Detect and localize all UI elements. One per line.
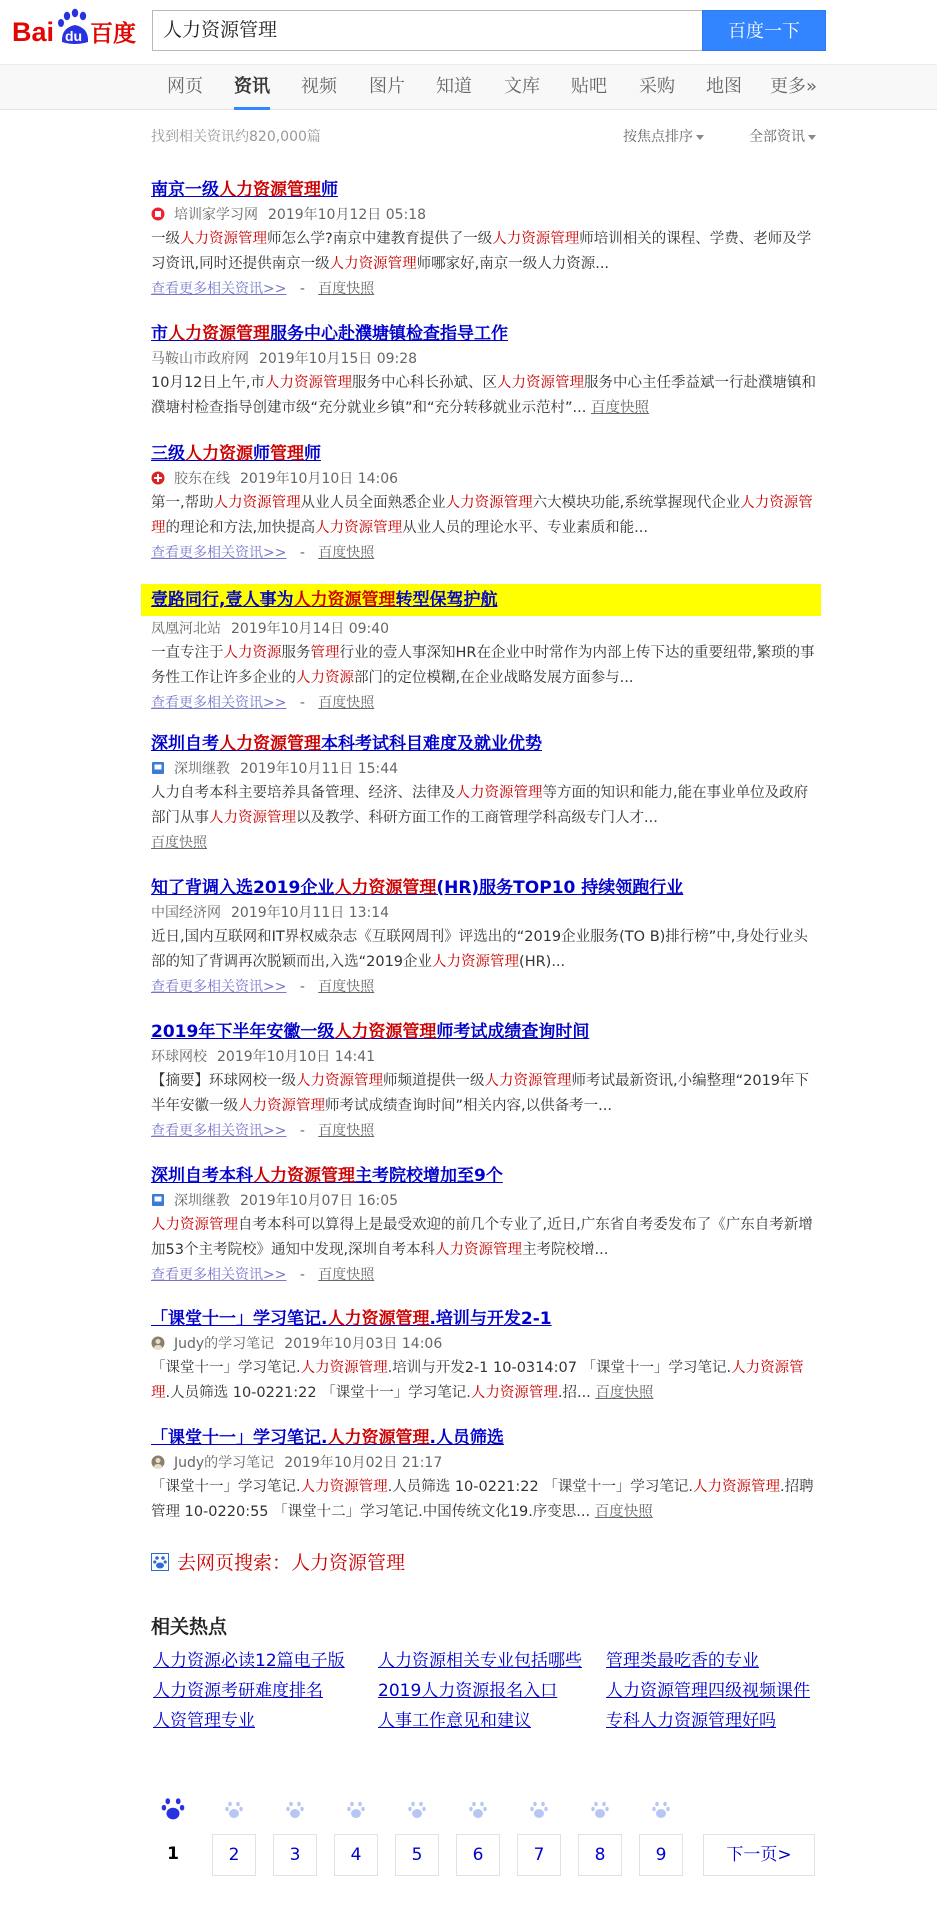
- result-title-link[interactable]: [151, 322, 821, 346]
- text-fragment: 从业人员全面熟悉企业: [300, 495, 446, 511]
- text-fragment: 主考院校增加至9个: [355, 1166, 503, 1186]
- text-fragment: 【摘要】环球网校一级: [151, 1073, 296, 1089]
- result-item: [151, 1426, 821, 1525]
- result-abstract: [151, 641, 821, 691]
- education-book-icon: [151, 761, 165, 775]
- sort-dropdown[interactable]: [623, 126, 704, 146]
- text-fragment: (HR)服务TOP10 持续领跑行业: [436, 878, 684, 898]
- related-title: 相关热点: [151, 1616, 228, 1638]
- text-fragment: 主考院校增...: [522, 1242, 609, 1258]
- result-links: [151, 831, 821, 856]
- snapshot-link[interactable]: 百度快照: [151, 835, 207, 851]
- text-fragment: 师怎么学?南京中建教育提供了一级: [267, 231, 493, 247]
- scope-dropdown[interactable]: [749, 126, 816, 146]
- tab-tieba[interactable]: 贴吧: [571, 76, 607, 97]
- keyword-highlight: 管理: [270, 444, 304, 464]
- text-fragment: 自考本科可以算得上是最受欢迎的前几个专业了,近日,广东省自考委发布了《广东自考新增加53个主考院校》通知中发现,深圳自考本科: [151, 1217, 813, 1258]
- baidu-logo[interactable]: [12, 8, 142, 50]
- result-meta: [151, 619, 821, 639]
- text-fragment: .招...: [557, 1385, 596, 1401]
- page-paw-icon: [346, 1800, 366, 1820]
- result-source: 深圳继教: [174, 761, 230, 777]
- related-link[interactable]: 人资管理专业: [153, 1711, 255, 1731]
- page-paw-icon: [590, 1800, 610, 1820]
- sort-label: 按焦点排序: [623, 129, 693, 145]
- keyword-highlight: 人力资源管理: [327, 1309, 430, 1329]
- keyword-highlight: 人力资源管理: [492, 231, 580, 247]
- result-source: 胶东在线: [174, 471, 230, 487]
- jiaodong-logo-icon: [151, 471, 165, 485]
- more-news-link[interactable]: 查看更多相关资讯>>: [151, 281, 287, 297]
- keyword-highlight: 人力资源管理: [209, 810, 296, 826]
- page-link-3[interactable]: 3: [273, 1834, 317, 1876]
- text-fragment: 深圳自考本科: [151, 1166, 253, 1186]
- tab-zhidao[interactable]: 知道: [436, 76, 472, 97]
- text-fragment: 部门的定位模糊,在企业战略发展方面参与...: [354, 670, 634, 686]
- result-source: 凤凰河北站: [151, 621, 221, 637]
- tab-wenku[interactable]: 文库: [504, 76, 540, 97]
- text-fragment: 深圳自考: [151, 734, 219, 754]
- user-avatar-icon: [151, 1455, 165, 1469]
- text-fragment: 师哪家好,南京一级人力资源...: [416, 256, 610, 272]
- text-fragment: 等方面的知识和能力,能在事业单位及政府部门从事: [151, 785, 809, 826]
- result-time: 2019年10月14日 09:40: [231, 621, 390, 637]
- chevron-down-icon: [808, 135, 816, 140]
- snapshot-link[interactable]: 百度快照: [318, 695, 375, 711]
- keyword-highlight: 人力资源管理: [692, 1479, 780, 1495]
- text-fragment: 的理论和方法,加快提高: [165, 520, 316, 536]
- page-paw-icon: [224, 1800, 244, 1820]
- result-title-link[interactable]: [151, 876, 821, 900]
- paw-icon: [151, 1553, 169, 1571]
- result-time: 2019年10月15日 09:28: [259, 351, 418, 367]
- result-title-link[interactable]: [151, 732, 821, 756]
- keyword-highlight: 人力资源管理: [180, 231, 267, 247]
- text-fragment: 近日,国内互联网和IT界权威杂志《互联网周刊》评选出的“2019企业服务(TO B)排行榜”中,身处行业头部的知了背调再次脱颖而出,入选“2019企业: [151, 929, 808, 970]
- scope-label: 全部资讯: [749, 129, 805, 145]
- logo-bai: Bai: [12, 17, 55, 47]
- text-fragment: 「课堂十一」学习笔记.: [151, 1479, 301, 1495]
- result-title-link[interactable]: [141, 584, 821, 616]
- text-fragment: 人力自考本科主要培养具备管理、经济、法律及: [151, 785, 456, 801]
- result-item: [151, 322, 821, 421]
- keyword-highlight: 人力资源管理: [151, 1360, 804, 1401]
- keyword-highlight: 人力资源管理: [329, 256, 417, 272]
- page-link-6[interactable]: 6: [456, 1834, 500, 1876]
- page-link-8[interactable]: 8: [578, 1834, 622, 1876]
- text-fragment: 第一,帮助: [151, 495, 214, 511]
- chevron-down-icon: [696, 135, 704, 140]
- snapshot-link[interactable]: 百度快照: [318, 1267, 375, 1283]
- tab-video[interactable]: 视频: [301, 76, 337, 97]
- text-fragment: 师考试成绩查询时间”相关内容,以供备考一...: [325, 1098, 612, 1114]
- keyword-highlight: 人力资源管理: [151, 495, 813, 536]
- result-time: 2019年10月12日 05:18: [268, 207, 427, 223]
- result-item: [151, 732, 821, 856]
- text-fragment: 从业人员的理论水平、专业素质和能...: [402, 520, 648, 536]
- result-source: 中国经济网: [151, 905, 221, 921]
- training-school-icon: [151, 207, 165, 221]
- snapshot-link[interactable]: 百度快照: [595, 1385, 654, 1401]
- result-meta: [151, 469, 821, 489]
- text-fragment: (HR)...: [519, 954, 566, 970]
- separator: -: [286, 545, 319, 561]
- page-paw-icon: [285, 1800, 305, 1820]
- keyword-highlight: 人力资源管理: [151, 1217, 238, 1233]
- separator: -: [286, 281, 319, 297]
- logo-du: du: [65, 28, 83, 44]
- related-link[interactable]: 人力资源相关专业包括哪些: [378, 1651, 582, 1671]
- keyword-highlight: 人力资源管理: [315, 520, 403, 536]
- user-avatar-icon: [151, 1336, 165, 1350]
- header: [0, 0, 937, 64]
- result-time: 2019年10月10日 14:06: [240, 471, 399, 487]
- related-link[interactable]: 2019人力资源报名入口: [378, 1681, 558, 1701]
- text-fragment: 「课堂十一」学习笔记.: [151, 1428, 328, 1448]
- result-title-link[interactable]: [151, 1164, 821, 1188]
- related-link[interactable]: 人力资源管理四级视频课件: [606, 1681, 810, 1701]
- text-fragment: 壹路同行,壹人事为: [151, 590, 294, 610]
- snapshot-link[interactable]: 百度快照: [594, 1504, 653, 1520]
- text-fragment: 服务中心主任季益斌一行赴濮塘镇和濮塘村检查指导创建市级“充分就业乡镇”和“充分转移就业示范村”...: [151, 375, 817, 416]
- tab-more[interactable]: 更多»: [770, 76, 818, 97]
- text-fragment: 一直专注于: [151, 645, 224, 661]
- result-item: [151, 1164, 821, 1288]
- page-link-7[interactable]: 7: [517, 1834, 561, 1876]
- keyword-highlight: 管理: [310, 645, 340, 661]
- tab-images[interactable]: 图片: [369, 76, 405, 97]
- result-item: [151, 442, 821, 566]
- result-item: [151, 1307, 821, 1406]
- result-meta: [151, 1047, 821, 1067]
- keyword-highlight: 人力资源管理: [334, 878, 437, 898]
- separator: -: [286, 1123, 319, 1139]
- snapshot-link[interactable]: 百度快照: [318, 1123, 375, 1139]
- text-fragment: 服务: [281, 645, 311, 661]
- vertical-nav: [0, 64, 937, 110]
- page-link-4[interactable]: 4: [334, 1834, 378, 1876]
- text-fragment: .培训与开发2-1: [429, 1309, 552, 1329]
- keyword-highlight: 人力资源管理: [219, 734, 321, 754]
- text-fragment: 师频道提供一级: [383, 1073, 485, 1089]
- keyword-highlight: 人力资源管理: [293, 590, 396, 610]
- tab-news[interactable]: 资讯: [234, 65, 270, 110]
- current-page-paw-icon: [160, 1796, 186, 1822]
- text-fragment: 三级: [151, 444, 185, 464]
- text-fragment: 2019年下半年安徽一级: [151, 1022, 335, 1042]
- result-links: [151, 541, 821, 566]
- keyword-highlight: 人力资源管理: [238, 1098, 325, 1114]
- keyword-highlight: 人力资源管理: [432, 954, 520, 970]
- text-fragment: 以及教学、科研方面工作的工商管理学科高级专门人才...: [296, 810, 658, 826]
- keyword-highlight: 人力资源: [223, 645, 282, 661]
- result-meta: [151, 349, 821, 369]
- keyword-highlight: 人力资源管理: [253, 1166, 355, 1186]
- result-links: [151, 691, 821, 716]
- keyword-highlight: 人力资源管理: [300, 1360, 388, 1376]
- keyword-highlight: 人力资源管理: [334, 1022, 437, 1042]
- text-fragment: .人员筛选 10-0221:22 「课堂十一」学习笔记.: [165, 1385, 471, 1401]
- web-search-link[interactable]: [151, 1550, 405, 1576]
- result-item: [151, 876, 821, 1000]
- separator: -: [286, 1267, 319, 1283]
- more-news-link[interactable]: 查看更多相关资讯>>: [151, 695, 287, 711]
- separator: -: [286, 695, 319, 711]
- education-book-icon: [151, 1193, 165, 1207]
- snapshot-link[interactable]: 百度快照: [318, 545, 375, 561]
- result-time: 2019年10月07日 16:05: [240, 1193, 399, 1209]
- result-title-link[interactable]: [151, 1426, 821, 1450]
- snapshot-link[interactable]: 百度快照: [318, 281, 375, 297]
- snapshot-link[interactable]: 百度快照: [318, 979, 375, 995]
- result-time: 2019年10月03日 14:06: [284, 1336, 443, 1352]
- result-meta: [151, 759, 821, 779]
- result-abstract: [151, 227, 821, 277]
- tab-purchase[interactable]: 采购: [639, 76, 675, 97]
- result-source: 深圳继教: [174, 1193, 230, 1209]
- result-time: 2019年10月11日 15:44: [240, 761, 399, 777]
- web-search-label: 去网页搜索：人力资源管理: [177, 1552, 406, 1574]
- text-fragment: .人员筛选 10-0221:22 「课堂十一」学习笔记.: [387, 1479, 693, 1495]
- related-link[interactable]: 管理类最吃香的专业: [606, 1651, 759, 1671]
- snapshot-link[interactable]: 百度快照: [590, 400, 649, 416]
- text-fragment: 10月12日上午,市: [151, 375, 266, 391]
- related-link[interactable]: 人力资源必读12篇电子版: [153, 1651, 345, 1671]
- keyword-highlight: 人力资源管理: [484, 1073, 572, 1089]
- text-fragment: 服务中心科长孙斌、区: [352, 375, 498, 391]
- search-input[interactable]: 人力资源管理: [152, 10, 702, 51]
- text-fragment: 六大模块功能,系统掌握现代企业: [532, 495, 741, 511]
- text-fragment: 「课堂十一」学习笔记.: [151, 1309, 328, 1329]
- keyword-highlight: 人力资源管理: [445, 495, 533, 511]
- text-fragment: 转型保驾护航: [395, 590, 498, 610]
- result-time: 2019年10月10日 14:41: [217, 1049, 376, 1065]
- text-fragment: 「课堂十一」学习笔记.: [151, 1360, 301, 1376]
- result-source: 马鞍山市政府网: [151, 351, 249, 367]
- result-abstract: [151, 1475, 821, 1525]
- result-abstract: [151, 925, 821, 975]
- text-fragment: 师: [304, 444, 321, 464]
- text-fragment: 服务中心赴濮塘镇检查指导工作: [270, 324, 508, 344]
- text-fragment: 师: [321, 180, 338, 200]
- result-links: [151, 277, 821, 302]
- search-button[interactable]: 百度一下: [702, 10, 826, 51]
- result-meta: [151, 1191, 821, 1211]
- keyword-highlight: 人力资源管理: [168, 324, 270, 344]
- text-fragment: .人员筛选: [429, 1428, 504, 1448]
- result-title-link[interactable]: [151, 178, 821, 202]
- more-news-link[interactable]: 查看更多相关资讯>>: [151, 545, 287, 561]
- text-fragment: 师: [253, 444, 270, 464]
- page-paw-icon: [468, 1800, 488, 1820]
- text-fragment: 知了背调入选2019企业: [151, 878, 335, 898]
- result-abstract: [151, 371, 821, 421]
- text-fragment: 师培训相关的课程、学费、老师及学习资讯,同时还提供南京一级: [151, 231, 812, 272]
- keyword-highlight: 人力资源管理: [327, 1428, 430, 1448]
- text-fragment: 行业的壹人事深知HR在企业中时常作为内部上传下达的重要纽带,繁琐的事务性工作让许多企业的: [151, 645, 815, 686]
- tab-map[interactable]: 地图: [706, 76, 742, 97]
- text-fragment: 市: [151, 324, 168, 344]
- result-time: 2019年10月11日 13:14: [231, 905, 390, 921]
- result-source: 环球网校: [151, 1049, 207, 1065]
- text-fragment: 师考试成绩查询时间: [436, 1022, 590, 1042]
- more-news-link[interactable]: 查看更多相关资讯>>: [151, 1267, 287, 1283]
- page-paw-icon: [651, 1800, 671, 1820]
- result-abstract: [151, 1213, 821, 1263]
- tab-web[interactable]: 网页: [167, 76, 203, 97]
- keyword-highlight: 人力资源管理: [470, 1385, 558, 1401]
- keyword-highlight: 人力资源管理: [455, 785, 543, 801]
- next-page-button[interactable]: 下一页>: [703, 1834, 815, 1876]
- result-title-link[interactable]: [151, 442, 821, 466]
- result-meta: [151, 1453, 821, 1473]
- text-fragment: 南京一级: [151, 180, 219, 200]
- page-link-9[interactable]: 9: [639, 1834, 683, 1876]
- separator: -: [286, 979, 319, 995]
- result-title-link[interactable]: [151, 1307, 821, 1331]
- page-paw-icon: [407, 1800, 427, 1820]
- result-abstract: [151, 491, 821, 541]
- result-links: [151, 1263, 821, 1288]
- text-fragment: 师考试最新资讯,小编整理“2019年下半年安徽一级: [151, 1073, 810, 1114]
- text-fragment: 一级: [151, 231, 180, 247]
- result-item: [151, 584, 821, 716]
- result-abstract: [151, 781, 821, 831]
- related-link[interactable]: 人力资源考研难度排名: [153, 1681, 323, 1701]
- result-source: Judy的学习笔记: [174, 1455, 275, 1471]
- keyword-highlight: 人力资源管理: [296, 1073, 383, 1089]
- keyword-highlight: 人力资源管理: [497, 375, 585, 391]
- result-source: Judy的学习笔记: [174, 1336, 275, 1352]
- result-abstract: [151, 1069, 821, 1119]
- page-link-5[interactable]: 5: [395, 1834, 439, 1876]
- current-page: 1: [167, 1844, 179, 1864]
- logo-cn: 百度: [90, 21, 136, 47]
- keyword-highlight: 人力资源: [296, 670, 354, 686]
- keyword-highlight: 人力资源管理: [265, 375, 353, 391]
- keyword-highlight: 人力资源: [185, 444, 253, 464]
- keyword-highlight: 人力资源管理: [300, 1479, 388, 1495]
- keyword-highlight: 人力资源管理: [213, 495, 301, 511]
- result-item: [151, 178, 821, 302]
- result-links: [151, 975, 821, 1000]
- keyword-highlight: 人力资源管理: [435, 1242, 523, 1258]
- result-links: [151, 1119, 821, 1144]
- result-meta: [151, 903, 821, 923]
- more-news-link[interactable]: 查看更多相关资讯>>: [151, 1123, 287, 1139]
- result-item: [151, 1020, 821, 1144]
- page-link-2[interactable]: 2: [212, 1834, 256, 1876]
- result-meta: [151, 1334, 821, 1354]
- result-abstract: [151, 1356, 821, 1406]
- related-link[interactable]: 人事工作意见和建议: [378, 1711, 531, 1731]
- related-link[interactable]: 专科人力资源管理好吗: [606, 1711, 776, 1731]
- keyword-highlight: 人力资源管理: [219, 180, 321, 200]
- more-news-link[interactable]: 查看更多相关资讯>>: [151, 979, 287, 995]
- page-paw-icon: [529, 1800, 549, 1820]
- result-count: 找到相关资讯约820,000篇: [151, 129, 321, 145]
- result-title-link[interactable]: [151, 1020, 821, 1044]
- text-fragment: .招聘管理 10-0220:55 「课堂十二」学习笔记.中国传统文化19.序变思...: [151, 1479, 814, 1520]
- result-meta: [151, 205, 821, 225]
- text-fragment: .培训与开发2-1 10-0314:07 「课堂十一」学习笔记.: [387, 1360, 732, 1376]
- result-time: 2019年10月02日 21:17: [284, 1455, 443, 1471]
- text-fragment: 本科考试科目难度及就业优势: [321, 734, 542, 754]
- result-source: 培训家学习网: [174, 207, 258, 223]
